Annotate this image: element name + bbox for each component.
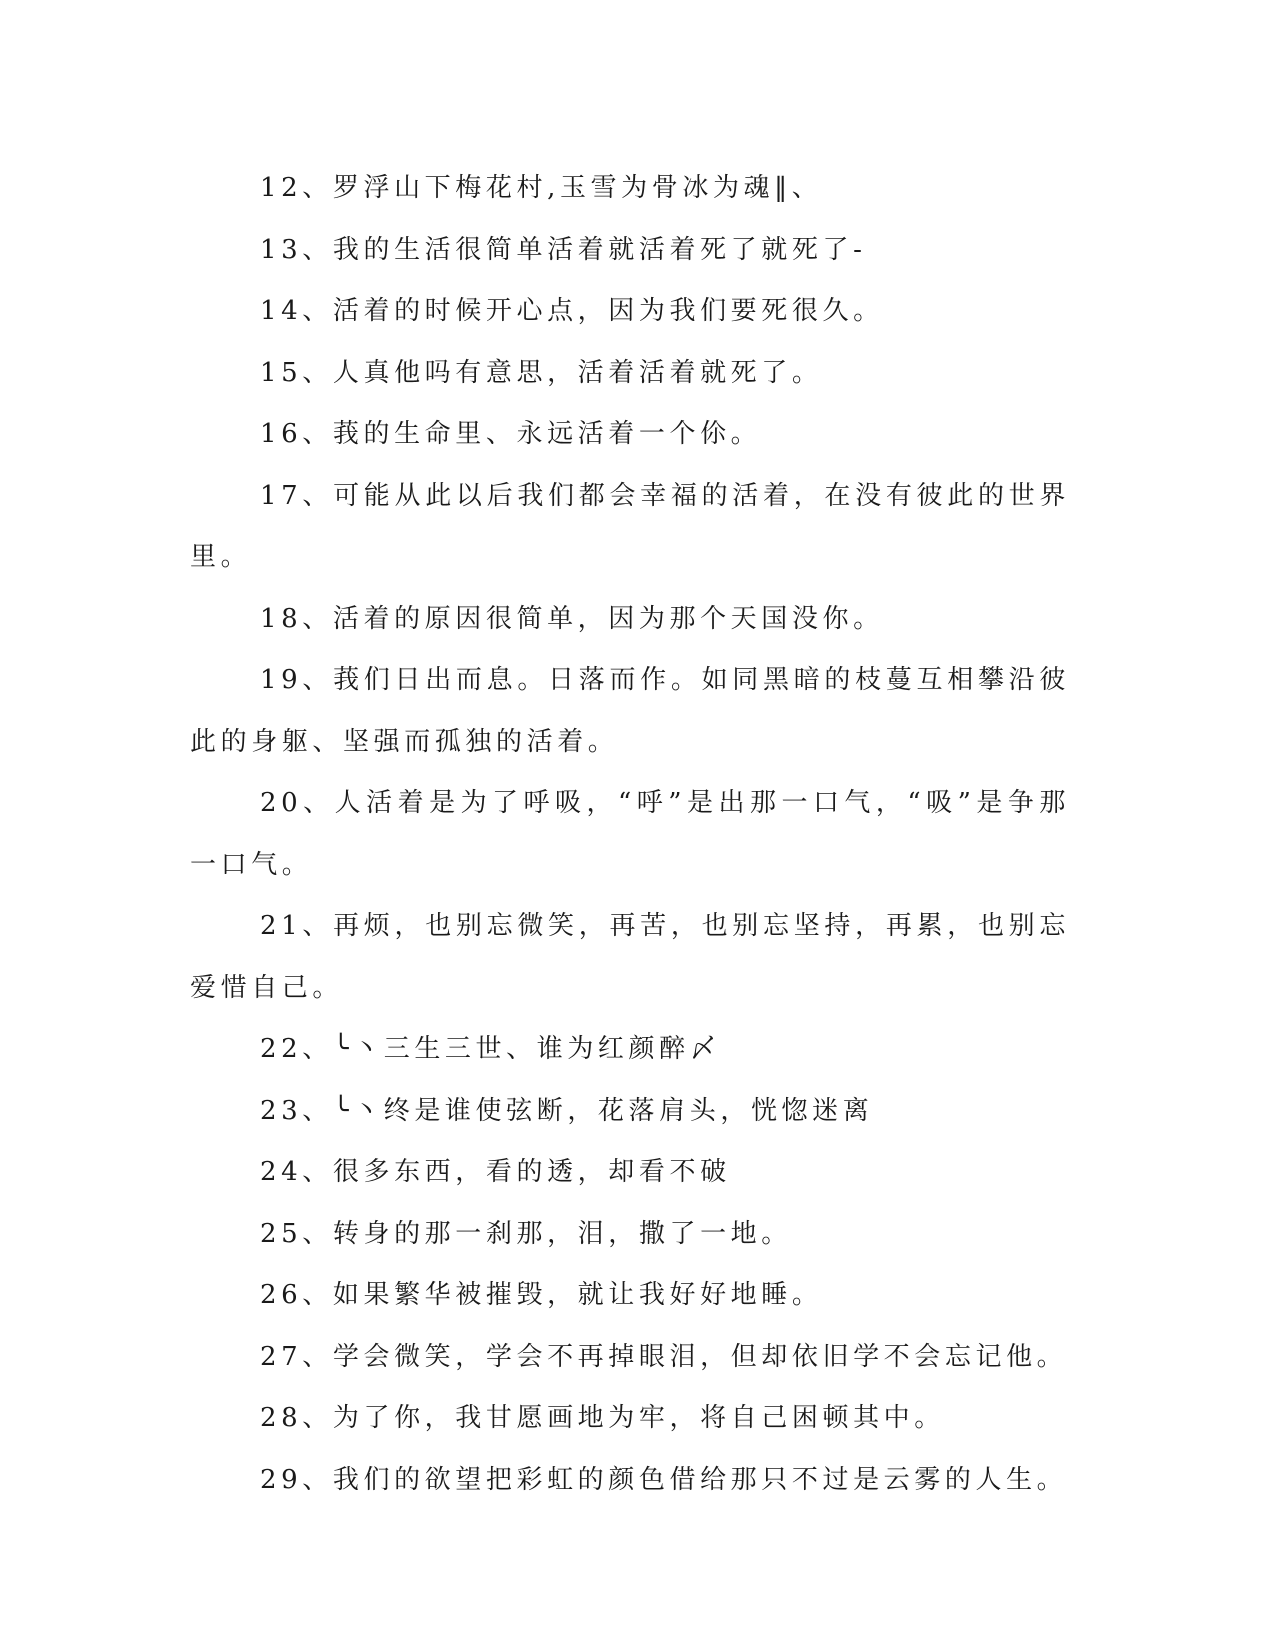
paragraph-14: 14、活着的时候开心点，因为我们要死很久。 [260,296,884,326]
paragraph-27: 27、学会微笑，学会不再掉眼泪，但却依旧学不会忘记他。 [260,1341,1068,1372]
paragraph-18: 18、活着的原因很简单，因为那个天国没你。 [260,603,884,634]
paragraph-23: 23、╰丶终是谁使弦断，花落肩头，恍惚迷离 [260,1095,874,1126]
document-body [190,158,1070,1511]
paragraph-16: 16、莪的生命里、永远活着一个伱。 [260,419,762,449]
paragraph-25: 25、转身的那一刹那，泪，撒了一地。 [260,1218,792,1249]
paragraph-15: 15、人真他吗有意思，活着活着就死了。 [260,357,823,388]
paragraph-24: 24、很多东西，看的透，却看不破 [260,1157,731,1187]
paragraph-21: 21、再烦，也别忘微笑，再苦，也别忘坚持，再累，也别忘爱惜自己。 [190,911,1070,1003]
paragraph-13: 13、我的生活很简单活着就活着死了就死了- [260,234,867,265]
paragraph-20: 20、人活着是为了呼吸，“呼”是出那一口气，“吸”是争那一口气。 [190,788,1070,880]
paragraph-26: 26、如果繁华被摧毁，就让我好好地睡。 [260,1280,823,1310]
paragraph-19: 19、莪们日出而息。日落而作。如同黑暗的枝蔓互相攀沿彼此的身躯、坚强而孤独的活着。 [190,665,1070,757]
paragraph-22: 22、╰丶三生三世、谁为红颜醉〆 [260,1034,721,1064]
paragraph-29: 29、我们的欲望把彩虹的颜色借给那只不过是云雾的人生。 [260,1464,1068,1495]
paragraph-12: 12、罗浮山下梅花村,玉雪为骨冰为魂‖、 [260,173,823,203]
paragraph-28: 28、为了你，我甘愿画地为牢，将自己困顿其中。 [260,1403,945,1433]
paragraph-17: 17、可能从此以后我们都会幸福的活着，在没有彼此的世界里。 [190,480,1070,572]
